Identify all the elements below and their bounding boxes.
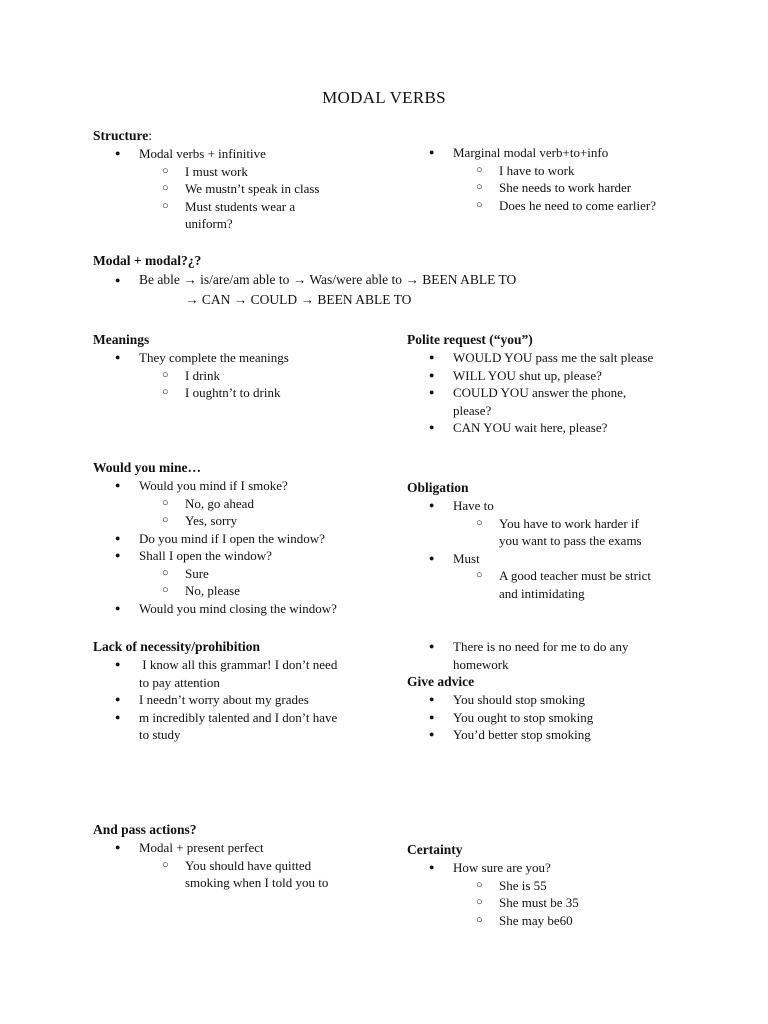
meanings-heading: Meanings <box>93 332 150 347</box>
list-item: ○ I oughtn’t to drink <box>93 384 289 402</box>
list-item: ● Must <box>407 550 651 568</box>
list-item: ● They complete the meanings <box>93 349 289 367</box>
list-item: ○ She must be 35 <box>407 894 579 912</box>
certainty-heading: Certainty <box>407 842 463 857</box>
list-item-continuation: to pay attention <box>139 674 220 690</box>
list-item: ● Do you mind if I open the window? <box>93 530 337 548</box>
list-item-continuation: → CAN → COULD → BEEN ABLE TO <box>185 292 412 307</box>
obligation-heading: Obligation <box>407 480 469 495</box>
would-you-section <box>93 459 337 617</box>
list-item: ○ You have to work harder if <box>407 515 651 533</box>
obligation-section <box>407 479 651 602</box>
lack-heading: Lack of necessity/prohibition <box>93 639 261 654</box>
list-item: ● Would you mind closing the window? <box>93 600 337 618</box>
page-title: MODAL VERBS <box>322 88 446 107</box>
modal-modal-heading: Modal + modal?¿? <box>93 253 202 268</box>
list-item: ● Modal + present perfect <box>93 839 328 857</box>
list-item: ● Have to <box>407 497 651 515</box>
list-item: ● Be able → is/are/am able to → Was/were able to → BEEN ABLE TO <box>93 270 516 290</box>
list-item: ● You should stop smoking <box>407 691 628 709</box>
structure-section <box>93 127 319 233</box>
list-item-continuation: homework <box>453 656 509 672</box>
list-item: ● I needn’t worry about my grades <box>93 691 337 709</box>
list-item: ● CAN YOU wait here, please? <box>407 419 653 437</box>
list-item: ● Shall I open the window? <box>93 547 337 565</box>
list-item: ● You ought to stop smoking <box>407 709 628 727</box>
list-item: ● I know all this grammar! I don’t need <box>93 656 337 674</box>
meanings-section <box>93 331 289 402</box>
list-item: ○ Must students wear a <box>93 198 319 216</box>
list-item: ● Would you mind if I smoke? <box>93 477 337 495</box>
list-item: ○ She is 55 <box>407 877 579 895</box>
list-item: ● There is no need for me to do any <box>407 638 628 656</box>
structure-heading: Structure: <box>93 128 153 143</box>
list-item: ○ You should have quitted <box>93 857 328 875</box>
list-item-continuation: smoking when I told you to <box>185 875 329 890</box>
list-item-continuation: uniform? <box>185 216 233 231</box>
lack-section <box>93 638 337 744</box>
list-item: ● Modal verbs + infinitive <box>93 145 319 163</box>
marginal-section <box>407 144 656 214</box>
list-item: ● COULD YOU answer the phone, <box>407 384 653 402</box>
list-item: ○ No, please <box>93 582 337 600</box>
list-item: ○ Sure <box>93 565 337 583</box>
pass-section <box>93 821 328 892</box>
list-item-continuation: and intimidating <box>499 585 585 601</box>
list-item: ● You’d better stop smoking <box>407 726 628 744</box>
no-need-section <box>407 638 628 744</box>
list-item-continuation: you want to pass the exams <box>499 533 642 548</box>
list-item-continuation: to study <box>139 727 181 742</box>
list-item: ● m incredibly talented and I don’t have <box>93 709 337 727</box>
list-item: ○ We mustn’t speak in class <box>93 180 319 198</box>
list-item: ○ A good teacher must be strict <box>407 567 651 585</box>
modal-modal-section <box>93 252 516 310</box>
list-item: ○ She needs to work harder <box>407 179 656 197</box>
list-item: ○ Yes, sorry <box>93 512 337 530</box>
list-item: ○ I drink <box>93 367 289 385</box>
would-you-heading: Would you mine… <box>93 460 202 475</box>
advice-heading: Give advice <box>407 674 475 689</box>
certainty-section <box>407 841 579 929</box>
list-item: ○ I have to work <box>407 162 656 180</box>
list-item: ○ I must work <box>93 163 319 181</box>
list-item: ● Marginal modal verb+to+info <box>407 144 656 162</box>
list-item: ○ No, go ahead <box>93 495 337 513</box>
polite-section <box>407 331 653 437</box>
pass-heading: And pass actions? <box>93 822 197 837</box>
list-item: ○ She may be60 <box>407 912 579 930</box>
list-item-continuation: please? <box>453 402 492 418</box>
list-item: ● WILL YOU shut up, please? <box>407 367 653 385</box>
list-item: ● How sure are you? <box>407 859 579 877</box>
list-item: ○ Does he need to come earlier? <box>407 197 656 215</box>
list-item: ● WOULD YOU pass me the salt please <box>407 349 653 367</box>
polite-heading: Polite request (“you”) <box>407 332 533 347</box>
